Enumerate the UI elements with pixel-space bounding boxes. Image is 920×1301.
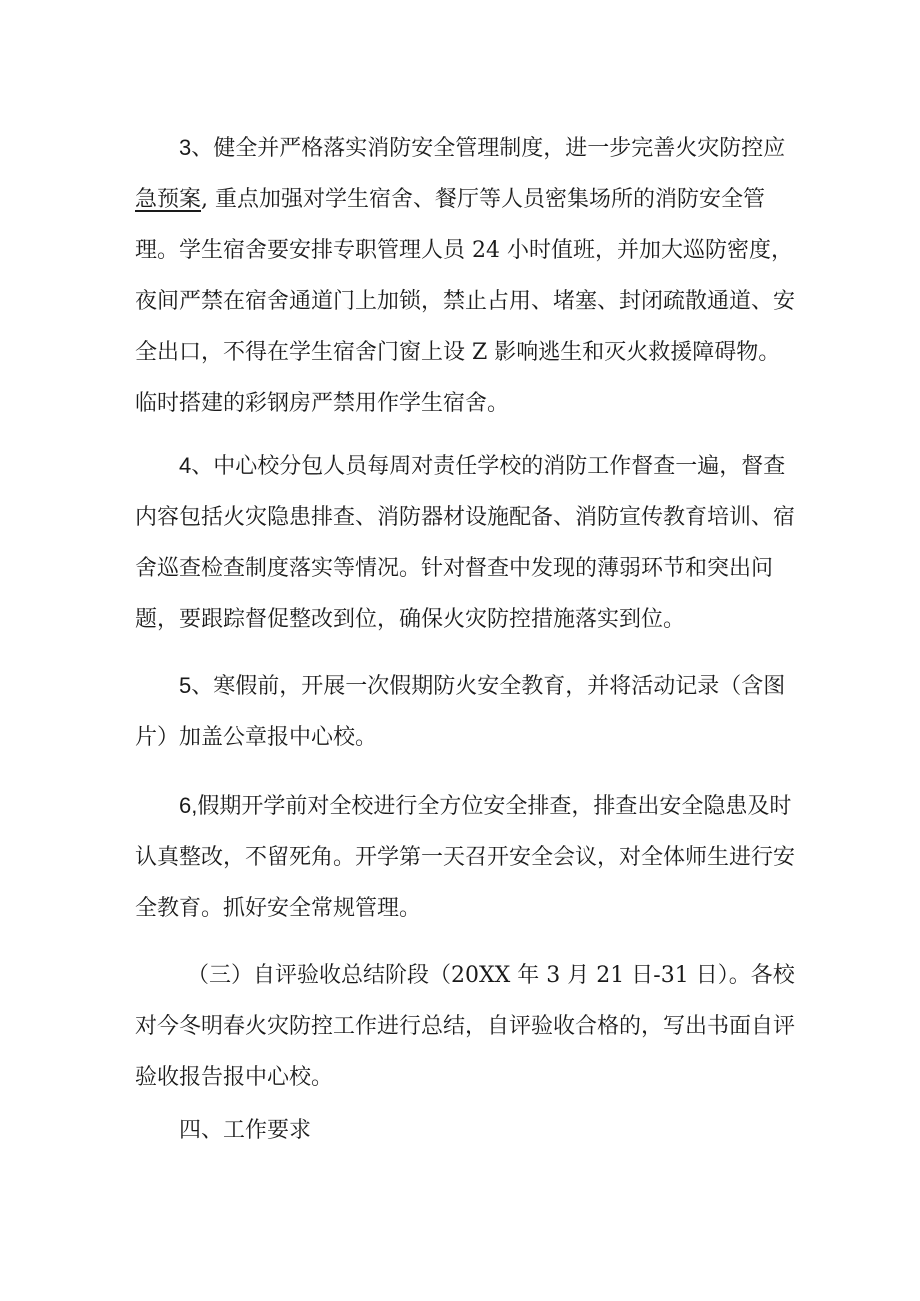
- paragraph-item-3: [135, 122, 800, 429]
- item-number: 5: [179, 673, 192, 698]
- item-number: 3: [179, 135, 192, 160]
- paragraph-text: 、中心校分包人员每周对责任学校的消防工作督查一遍，督查内容包括火灾隐患排查、消防器材设施配备、消防宣传教育培训、宿舍巡查检查制度落实等情况。针对督查中发现的薄弱环节和突出问题，要跟踪督促整改到位，确保火灾防控措施落实到位。: [135, 454, 796, 632]
- paragraph-item-5: [135, 660, 800, 763]
- paragraph-stage-3: [135, 950, 800, 1103]
- paragraph-text: 、寒假前，开展一次假期防火安全教育，并将活动记录（含图片）加盖公章报中心校。: [135, 674, 786, 750]
- item-number: 6,: [179, 793, 198, 818]
- paragraph-text: , 重点加强对学生宿舍、餐厅等人员密集场所的消防安全管理。学生宿舍要安排专职管理人员 24 小时值班，并加大巡防密度，夜间严禁在宿舍通道门上加锁，禁止占用、堵塞、封闭疏散通道、安全出口，不得在学生宿舍门窗上设 Z 影响逃生和灭火救援障碍物。临时搭建的彩钢房严禁用作学生宿舍。: [135, 187, 796, 416]
- paragraph-item-4: [135, 440, 800, 645]
- paragraph-text: （三）自评验收总结阶段（20XX 年 3 月 21 日-31 日）。各校对今冬明春火灾防控工作进行总结，自评验收合格的，写出书面自评验收报告报中心校。: [135, 963, 796, 1090]
- paragraph-item-6: [135, 780, 800, 934]
- paragraph-text: 、健全并严格落实消防安全管理制度，进一步完善火灾防控应: [191, 136, 786, 161]
- underlined-text: 急预案: [135, 187, 202, 212]
- paragraph-text: 假期开学前对全校进行全方位安全排查，排查出安全隐患及时认真整改，不留死角。开学第一天召开安全会议，对全体师生进行安全教育。抓好安全常规管理。: [135, 794, 796, 921]
- section-heading: 四、工作要求: [179, 1118, 312, 1143]
- item-number: 4: [179, 453, 192, 478]
